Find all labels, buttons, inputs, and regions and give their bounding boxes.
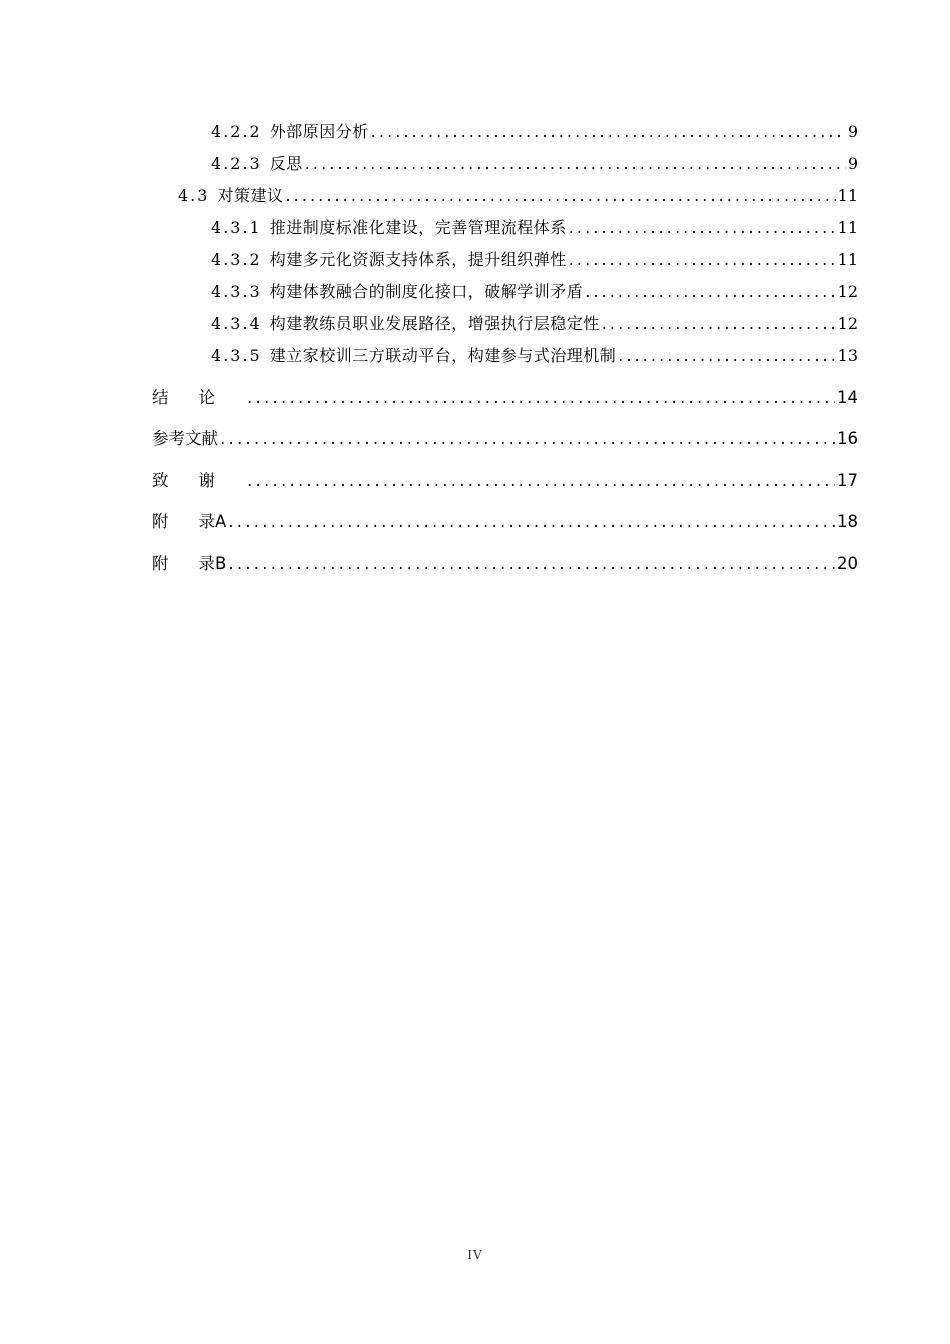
toc-entry-title: 附录A — [152, 512, 227, 531]
toc-entry-title: 外部原因分析 — [269, 122, 369, 141]
toc-entry-4-2-3[interactable] — [211, 152, 858, 176]
toc-entry-page: 17 — [837, 471, 858, 490]
toc-entry-number: 4.3 — [178, 186, 210, 205]
dot-leader — [585, 280, 835, 304]
page-number-footer: IV — [467, 1248, 483, 1262]
toc-entry-page: 12 — [837, 314, 858, 333]
toc-entry-page: 18 — [837, 512, 858, 531]
toc-entry-number: 4.2.2 — [211, 122, 262, 141]
toc-entry-title: 附录B — [152, 554, 227, 573]
dot-leader — [371, 120, 846, 144]
dot-leader — [569, 248, 836, 272]
toc-entry-conclusion[interactable] — [152, 386, 858, 410]
toc-entry-page: 9 — [847, 122, 858, 141]
dot-leader — [247, 469, 835, 493]
toc-entry-number: 4.3.3 — [211, 282, 262, 301]
toc-entry-page: 14 — [837, 388, 858, 407]
toc-entry-4-3-4[interactable] — [211, 312, 858, 336]
toc-entry-4-3-1[interactable] — [211, 216, 858, 240]
toc-entry-page: 20 — [837, 554, 858, 573]
toc-entry-4-3-5[interactable] — [211, 344, 858, 368]
toc-entry-title: 推进制度标准化建设，完善管理流程体系 — [269, 218, 567, 237]
toc-entry-number: 4.3.4 — [211, 314, 262, 333]
toc-entry-page: 11 — [837, 250, 858, 269]
dot-leader — [220, 427, 835, 451]
toc-entry-page: 11 — [837, 186, 858, 205]
toc-entry-page: 16 — [837, 429, 858, 448]
toc-entry-number: 4.3.2 — [211, 250, 262, 269]
toc-entry-appendix-b[interactable] — [152, 552, 858, 576]
toc-entry-4-3-3[interactable] — [211, 280, 858, 304]
toc-entry-number: 4.3.1 — [211, 218, 262, 237]
toc-entry-number: 4.3.5 — [211, 346, 262, 365]
dot-leader — [602, 312, 836, 336]
toc-entry-4-3[interactable] — [178, 184, 858, 208]
toc-entry-page: 12 — [837, 282, 858, 301]
dot-leader — [228, 552, 835, 576]
toc-entry-appendix-a[interactable] — [152, 510, 858, 534]
toc-entry-title: 参考文献 — [152, 429, 218, 448]
toc-entry-page: 9 — [847, 154, 858, 173]
dot-leader — [569, 216, 836, 240]
toc-entry-title: 构建体教融合的制度化接口，破解学训矛盾 — [269, 282, 584, 301]
toc-entry-title: 构建多元化资源支持体系，提升组织弹性 — [269, 250, 567, 269]
toc-entry-title: 致谢 — [152, 471, 245, 490]
toc-entry-title: 对策建议 — [217, 186, 284, 205]
toc-entry-number: 4.2.3 — [211, 154, 262, 173]
toc-entry-references[interactable] — [152, 427, 858, 451]
toc-entry-title: 结论 — [152, 388, 245, 407]
dot-leader — [228, 510, 835, 534]
toc-entry-title: 反思 — [269, 154, 303, 173]
dot-leader — [618, 344, 835, 368]
dot-leader — [247, 386, 835, 410]
toc-entry-page: 13 — [837, 346, 858, 365]
toc-entry-title: 构建教练员职业发展路径，增强执行层稳定性 — [269, 314, 600, 333]
dot-leader — [305, 152, 846, 176]
toc-entry-4-2-2[interactable] — [211, 120, 858, 144]
toc-entry-title: 建立家校训三方联动平台，构建参与式治理机制 — [269, 346, 617, 365]
toc-entry-acknowledgements[interactable] — [152, 469, 858, 493]
dot-leader — [285, 184, 835, 208]
toc-entry-4-3-2[interactable] — [211, 248, 858, 272]
toc-entry-page: 11 — [837, 218, 858, 237]
